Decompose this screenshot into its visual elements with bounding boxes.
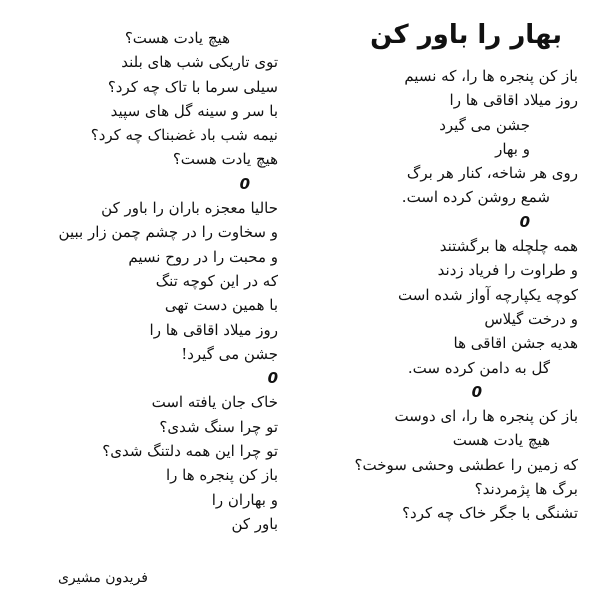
poem-line: تشنگی با جگر خاک چه کرد؟: [402, 504, 578, 523]
poem-line: باور کن: [231, 514, 278, 533]
poem-line: که در این کوچه تنگ: [155, 271, 278, 290]
poem-line: روز میلاد اقاقی ها را: [149, 320, 278, 339]
poem-column-right: [338, 64, 578, 526]
poem-line: شمع روشن کرده است.: [401, 188, 550, 207]
poem-line: جشن می گیرد: [439, 115, 530, 134]
stanza-separator: 0: [267, 369, 278, 388]
poem-line: همه چلچله ها برگشتند: [439, 237, 578, 256]
poet-signature: فریدون مشیری: [57, 570, 148, 586]
poem-line: هیچ یادت هست؟: [124, 29, 230, 47]
poem-column-left: [8, 26, 278, 536]
poem-line: باز کن پنجره ها را، ای دوست: [394, 407, 578, 426]
poem-line: که زمین را عطشی وحشی سوخت؟: [354, 455, 578, 474]
poem-line: و سخاوت را در چشم چمن زار ببین: [58, 223, 278, 242]
poem-line: و بهار: [495, 139, 530, 158]
poem-line: کوچه یکپارچه آواز شده است: [398, 285, 578, 304]
poem-line: جشن می گیرد!: [181, 344, 278, 363]
poem-line: نیمه شب باد غضبناک چه کرد؟: [90, 126, 278, 145]
stanza-separator: 0: [471, 382, 482, 401]
poem-line: هیچ یادت هست: [452, 431, 550, 450]
poem-line: و محبت را در روح نسیم: [128, 247, 278, 266]
poem-line: برگ ها پژمردند؟: [474, 480, 578, 499]
poem-line: توی تاریکی شب های بلند: [121, 53, 278, 72]
poem-line: گل به دامن کرده ست.: [407, 358, 550, 377]
poem-line: تو چرا این همه دلتنگ شدی؟: [102, 442, 278, 461]
poem-line: و درخت گیلاس: [484, 309, 578, 328]
poem-line: باز کن پنجره ها را: [165, 466, 278, 485]
poem-line: با همین دست تهی: [164, 296, 278, 315]
poem-line: خاک جان یافته است: [151, 393, 278, 412]
poem-line: با سر و سینه گل های سپید: [110, 101, 278, 120]
poem-line: و طراوت را فریاد زدند: [437, 261, 578, 280]
stanza-separator: 0: [239, 174, 250, 193]
poem-title: بهار را باور کن: [370, 20, 562, 50]
poem-line: و بهاران را: [211, 490, 278, 509]
poem-line: روی هر شاخه، کنار هر برگ: [406, 164, 578, 183]
poem-line: باز کن پنجره ها را، که نسیم: [404, 67, 578, 85]
poem-line: هیچ یادت هست؟: [172, 150, 278, 169]
poem-line: روز میلاد اقاقی ها را: [449, 91, 578, 110]
poem-line: تو چرا سنگ شدی؟: [159, 417, 278, 436]
stanza-separator: 0: [519, 212, 530, 231]
poem-line: هدیه جشن اقاقی ها: [453, 334, 578, 353]
poem-line: سیلی سرما با تاک چه کرد؟: [107, 77, 278, 96]
poem-line: حالیا معجزه باران را باور کن: [101, 199, 278, 218]
